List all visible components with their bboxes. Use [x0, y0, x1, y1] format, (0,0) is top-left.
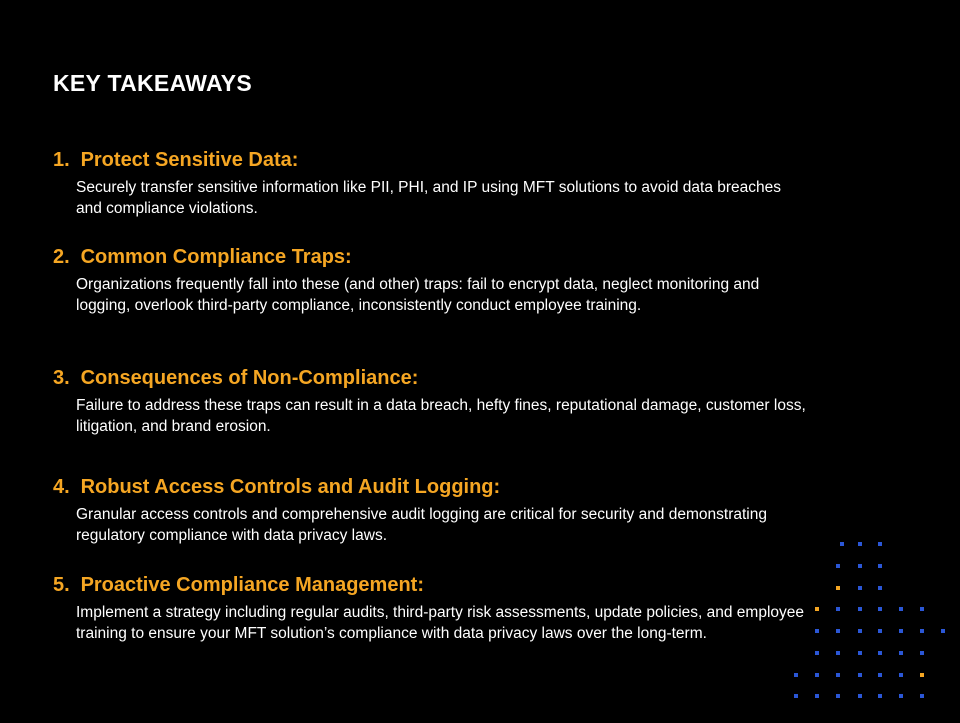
takeaway-number: 4.	[53, 476, 70, 498]
decorative-dot	[858, 607, 862, 611]
decorative-dot	[815, 651, 819, 655]
takeaway-title: Consequences of Non-Compliance:	[80, 367, 419, 389]
decorative-dot	[941, 629, 945, 633]
decorative-dot	[836, 629, 840, 633]
takeaway-title: Protect Sensitive Data:	[80, 149, 299, 171]
decorative-dot	[920, 651, 924, 655]
decorative-dot	[878, 673, 882, 677]
takeaway-item-2	[53, 244, 813, 316]
takeaway-heading	[53, 147, 813, 173]
takeaway-heading	[53, 474, 813, 500]
decorative-dot	[858, 629, 862, 633]
decorative-dot	[836, 651, 840, 655]
decorative-dot	[836, 564, 840, 568]
takeaway-number: 3.	[53, 367, 70, 389]
decorative-dot	[878, 629, 882, 633]
takeaway-title: Common Compliance Traps:	[80, 246, 352, 268]
takeaway-number: 5.	[53, 574, 70, 596]
takeaway-description: Organizations frequently fall into these (and other) traps: fail to encrypt data, neglect monitoring and logging, overlook third-party compliance, inconsistently conduct employee training.	[76, 276, 760, 314]
decorative-dot	[858, 586, 862, 590]
takeaway-item-4	[53, 474, 813, 546]
decorative-dot	[815, 673, 819, 677]
decorative-dot	[920, 629, 924, 633]
decorative-dot	[836, 607, 840, 611]
takeaway-description: Granular access controls and comprehensive audit logging are critical for security and demonstrating regulatory compliance with data privacy laws.	[76, 506, 767, 544]
decorative-dot	[878, 607, 882, 611]
decorative-dot	[858, 694, 862, 698]
takeaway-title: Robust Access Controls and Audit Logging:	[80, 476, 501, 498]
decorative-dot	[815, 629, 819, 633]
decorative-dot	[858, 542, 862, 546]
takeaway-number: 2.	[53, 246, 70, 268]
takeaway-number: 1.	[53, 149, 70, 171]
decorative-dot	[878, 651, 882, 655]
decorative-dot	[899, 607, 903, 611]
decorative-dot	[899, 629, 903, 633]
decorative-dot	[878, 542, 882, 546]
decorative-dot	[878, 564, 882, 568]
takeaway-title: Proactive Compliance Management:	[80, 574, 424, 596]
decorative-dot	[858, 673, 862, 677]
decorative-dot	[899, 651, 903, 655]
decorative-dot	[840, 542, 844, 546]
decorative-dot	[815, 607, 819, 611]
takeaway-item-1	[53, 147, 813, 219]
decorative-dot	[794, 694, 798, 698]
page-title: KEY TAKEAWAYS	[53, 70, 253, 96]
decorative-dot	[836, 586, 840, 590]
decorative-dot	[920, 607, 924, 611]
decorative-dot	[899, 694, 903, 698]
decorative-dot	[836, 694, 840, 698]
decorative-dot	[858, 651, 862, 655]
takeaway-item-5	[53, 572, 813, 644]
takeaway-description: Implement a strategy including regular audits, third-party risk assessments, update policies, and employee training to ensure your MFT solution’s compliance with data privacy laws over the long-term.	[76, 604, 805, 642]
takeaway-description: Failure to address these traps can result in a data breach, hefty fines, reputational damage, customer loss, litigation, and brand erosion.	[76, 397, 806, 435]
takeaway-item-3	[53, 365, 813, 437]
decorative-dot	[878, 694, 882, 698]
takeaway-heading	[53, 365, 813, 391]
decorative-dot	[836, 673, 840, 677]
decorative-dot	[920, 694, 924, 698]
decorative-dot	[878, 586, 882, 590]
takeaway-heading	[53, 244, 813, 270]
decorative-dot	[899, 673, 903, 677]
decorative-dot	[858, 564, 862, 568]
decorative-dot	[794, 673, 798, 677]
decorative-dot	[920, 673, 924, 677]
takeaway-description: Securely transfer sensitive information like PII, PHI, and IP using MFT solutions to avoid data breaches and compliance violations.	[76, 179, 782, 217]
takeaway-heading	[53, 572, 813, 598]
decorative-dot	[815, 694, 819, 698]
